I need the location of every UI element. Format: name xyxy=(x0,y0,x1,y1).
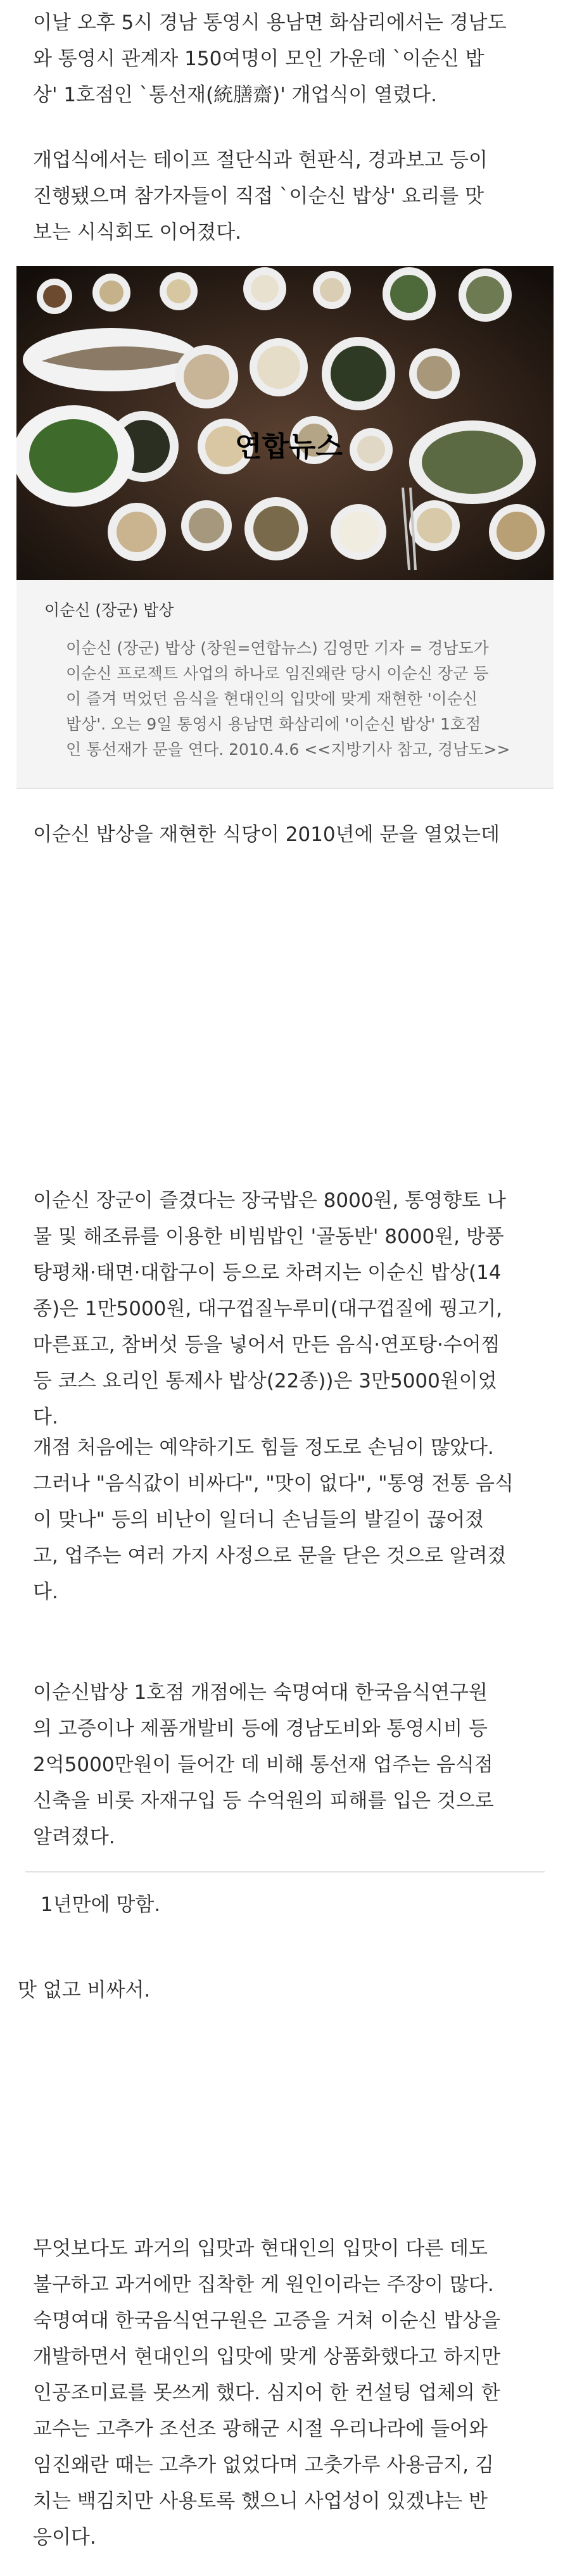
divider xyxy=(16,788,554,789)
article-paragraph-7: 무엇보다도 과거의 입맛과 현대인의 입맛이 다른 데도 불구하고 과거에만 집착한 게 원인이라는 주장이 많다. 숙명여대 한국음식연구원은 고증을 거쳐 이순신 밥상을 개발하면서 현대인의 입맛에 맞게 상품화했다고 하지만 인공조미료를 못쓰게 했다. 심지어 한 컨설팅 업체의 한 교수는 고추가 조선조 광해군 시절 우리나라에 들어와 임진왜란 때는 고추가 없었다며 고춧가루 사용금지, 김 치는 백김치만 사용토록 했으니 사업성이 있겠냐는 반 응이다. xyxy=(33,2237,501,2549)
caption-text: 이순신 (장군) 밥상 (창원=연합뉴스) 김영만 기자 = 경남도가 이순신 프로젝트 사업의 하나로 임진왜란 당시 이순신 장군 등 이 즐겨 먹었던 음식을 현대인의 입맛에 맞게 재현한 '이순신 밥상'. 오는 9일 통영시 용남면 화삼리에 '이순신 밥상' 1호점 인 통선재가 문을 연다. 2010.4.6 <<지방기사 참고, 경남도>> xyxy=(66,639,510,759)
photo-watermark: 연합뉴스 xyxy=(234,431,343,463)
article-paragraph-1: 이날 오후 5시 경남 통영시 용남면 화삼리에서는 경남도 와 통영시 관계자 150여명이 모인 가운데 `이순신 밥 상' 1호점인 `통선재(統膳齋)' 개업식이 열렸다. xyxy=(33,11,507,106)
article-paragraph-6: 이순신밥상 1호점 개점에는 숙명여대 한국음식연구원 의 고증이나 제품개발비 등에 경남도비와 통영시비 등 2억5000만원이 들어간 데 비해 통선재 업주는 음식점 신축을 비롯 자재구입 등 수억원의 피해를 입은 것으로 알려졌다. xyxy=(33,1681,494,1848)
article-paragraph-4: 이순신 장군이 즐겼다는 장국밥은 8000원, 통영향토 나 물 및 해조류를 이용한 비빔밥인 '골동반' 8000원, 방풍 탕평채·태면·대합구이 등으로 차려지는 이순신 밥상(14 종)은 1만5000원, 대구껍질누루미(대구껍질에 꿩고기, 마른표고, 참버섯 등을 넣어서 만든 음식·연포탕·수어찜 등 코스 요리인 통제사 밥상(22종))은 3만5000원이었 다. xyxy=(33,1189,506,1429)
comment-line-1: 1년만에 망함. xyxy=(41,1893,161,1916)
comment-line-2: 맛 없고 비싸서. xyxy=(18,1979,151,2002)
food-photo xyxy=(16,266,554,580)
article-paragraph-2: 개업식에서는 테이프 절단식과 현판식, 경과보고 등이 진행됐으며 참가자들이 직접 `이순신 밥상' 요리를 맛 보는 시식회도 이어졌다. xyxy=(33,149,488,244)
food-table-illustration xyxy=(16,266,554,580)
caption-title: 이순신 (장군) 밥상 xyxy=(44,601,174,619)
article-paragraph-5: 개점 처음에는 예약하기도 힘들 정도로 손님이 많았다. 그러나 "음식값이 비싸다", "맛이 없다", "통영 전통 음식 이 맞나" 등의 비난이 일더니 손님들의 발길이 끊어졌 고, 업주는 여러 가지 사정으로 문을 닫은 것으로 알려졌 다. xyxy=(33,1436,514,1603)
divider xyxy=(25,1871,545,1872)
article-paragraph-3: 이순신 밥상을 재현한 식당이 2010년에 문을 열었는데 xyxy=(33,823,500,846)
